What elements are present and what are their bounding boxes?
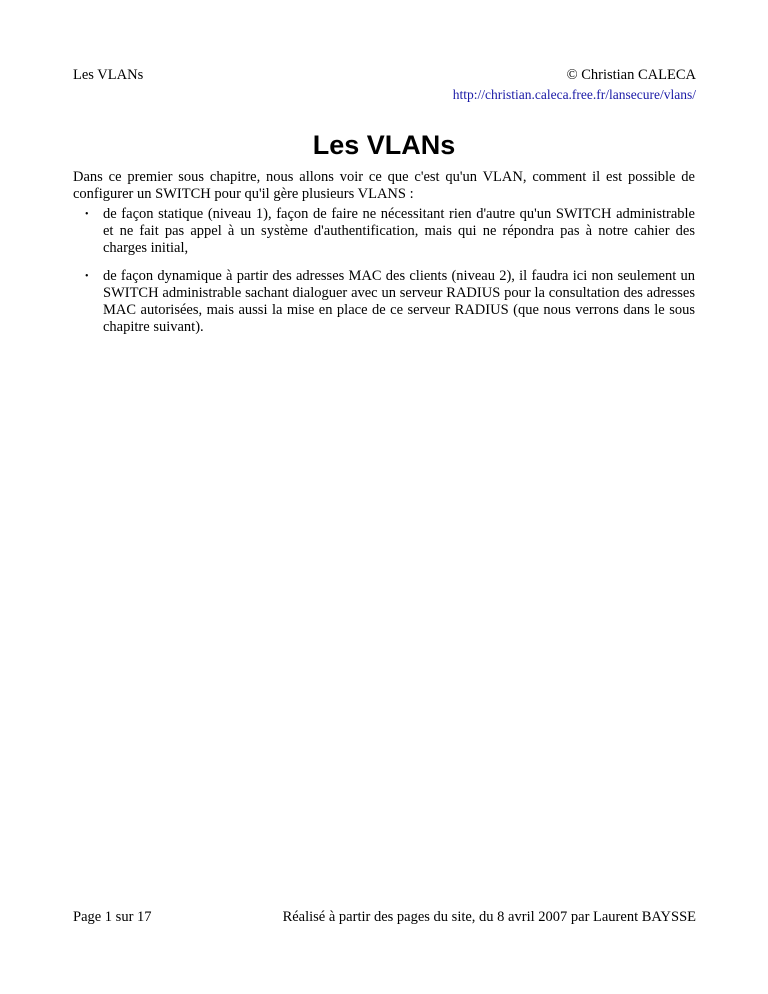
header-copyright: © Christian CALECA	[566, 67, 696, 83]
page-title: Les VLANs	[312, 130, 456, 160]
bullet-list	[73, 206, 695, 347]
header-author-block	[453, 67, 696, 103]
footer-credit: Réalisé à partir des pages du site, du 8 avril 2007 par Laurent BAYSSE	[282, 909, 696, 925]
list-item	[73, 206, 695, 257]
intro-paragraph: Dans ce premier sous chapitre, nous allons voir ce que c'est qu'un VLAN, comment il est possible de configurer un SWITCH pour qu'il gère plusieurs VLANS :	[73, 169, 695, 202]
bullet-icon: •	[85, 271, 89, 282]
bullet-icon: •	[85, 209, 89, 220]
header-doc-title: Les VLANs	[73, 67, 144, 83]
list-item-text: de façon statique (niveau 1), façon de faire ne nécessitant rien d'autre qu'un SWITCH administrable et ne fait pas appel à un système d'authentification, mais qui ne répondra pas à notre cahier des charges initial,	[103, 206, 695, 256]
list-item	[73, 268, 695, 336]
header-url-link[interactable]: http://christian.caleca.free.fr/lansecure/vlans/	[452, 87, 696, 102]
list-item-text: de façon dynamique à partir des adresses MAC des clients (niveau 2), il faudra ici non seulement un SWITCH administrable sachant dialoguer avec un serveur RADIUS pour la consultation des adresses MAC autorisées, mais aussi la mise en place de ce serveur RADIUS (que nous verrons dans le sous chapitre suivant).	[103, 268, 695, 335]
footer-page-number: Page 1 sur 17	[73, 909, 152, 925]
